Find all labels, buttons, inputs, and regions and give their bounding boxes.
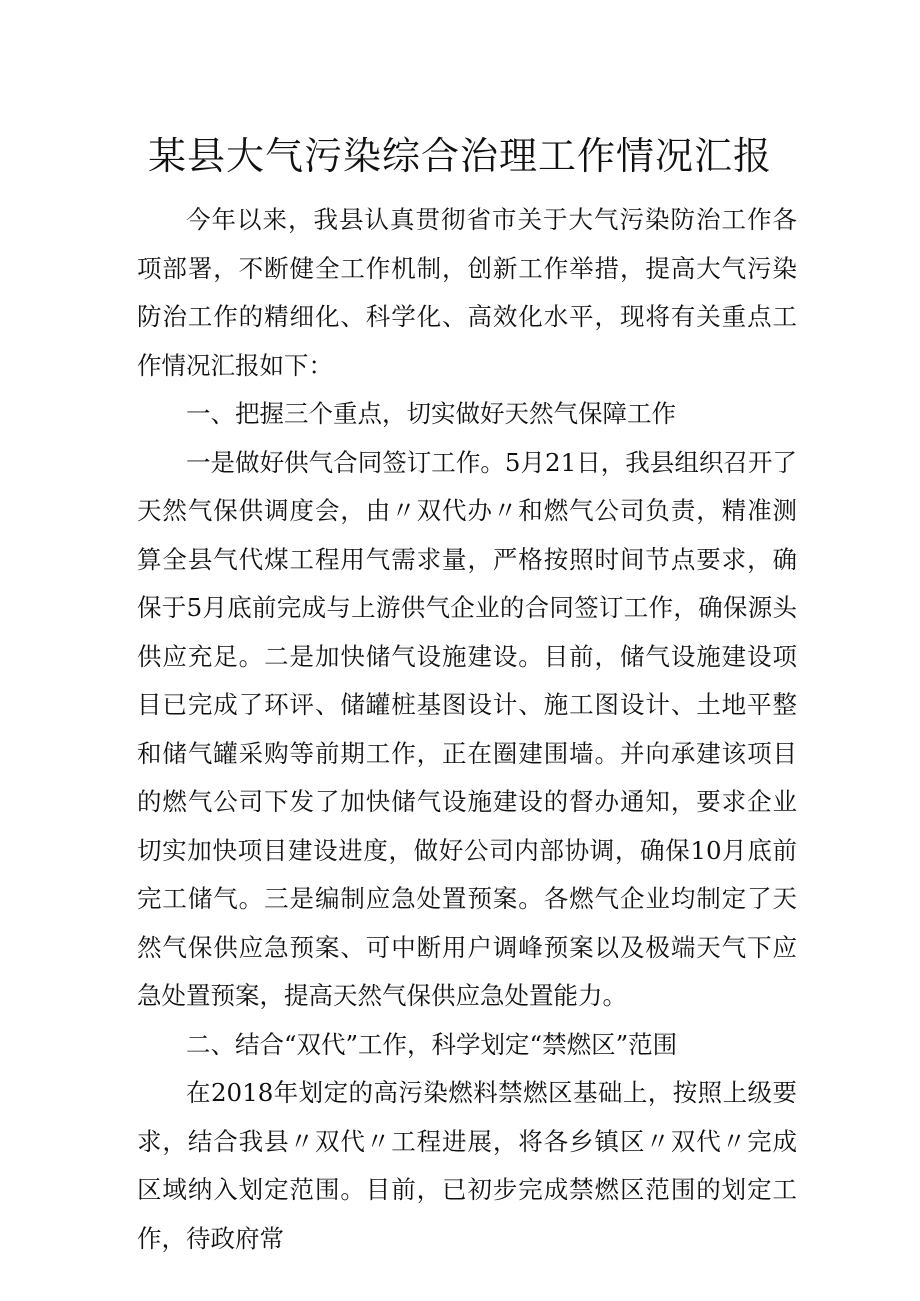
section-heading-1: 一、把握三个重点，切实做好天然气保障工作 [186,399,676,428]
document-title: 某县大气污染综合治理工作情况汇报 [147,134,772,178]
section-1-paragraph: 一是做好供气合同签订工作。5月21日，我县组织召开了天然气保供调度会，由〃双代办〃和燃气公司负责，精准测算全县气代煤工程用气需求量，严格按照时间节点要求，确保于5月底前完成与上游供气企业的合同签订工作，确保源头供应充足。二是加快储气设施建设。目前，储气设施建设项目已完成了环评、储罐桩基图设计、施工图设计、土地平整和储气罐采购等前期工作，正在圈建围墙。并向承建该项目的燃气公司下发了加快储气设施建设的督办通知，要求企业切实加快项目建设进度，做好公司内部协调，确保10月底前完工储气。三是编制应急处置预案。各燃气企业均制定了天然气保供应急预案、可中断用户调峰预案以及极端天气下应急处置预案，提高天然气保供应急处置能力。 [137,447,797,1010]
intro-paragraph: 今年以来，我县认真贯彻省市关于大气污染防治工作各项部署，不断健全工作机制，创新工作举措，提高大气污染防治工作的精细化、科学化、高效化水平，现将有关重点工作情况汇报如下： [137,205,797,380]
document-body [137,196,797,1263]
section-2-paragraph: 在2018年划定的高污染燃料禁燃区基础上，按照上级要求，结合我县〃双代〃工程进展，将各乡镇区〃双代〃完成区域纳入划定范围。目前，已初步完成禁燃区范围的划定工作，待政府常 [137,1078,797,1253]
section-heading-2: 二、结合“双代”工作，科学划定“禁燃区”范围 [186,1029,678,1059]
